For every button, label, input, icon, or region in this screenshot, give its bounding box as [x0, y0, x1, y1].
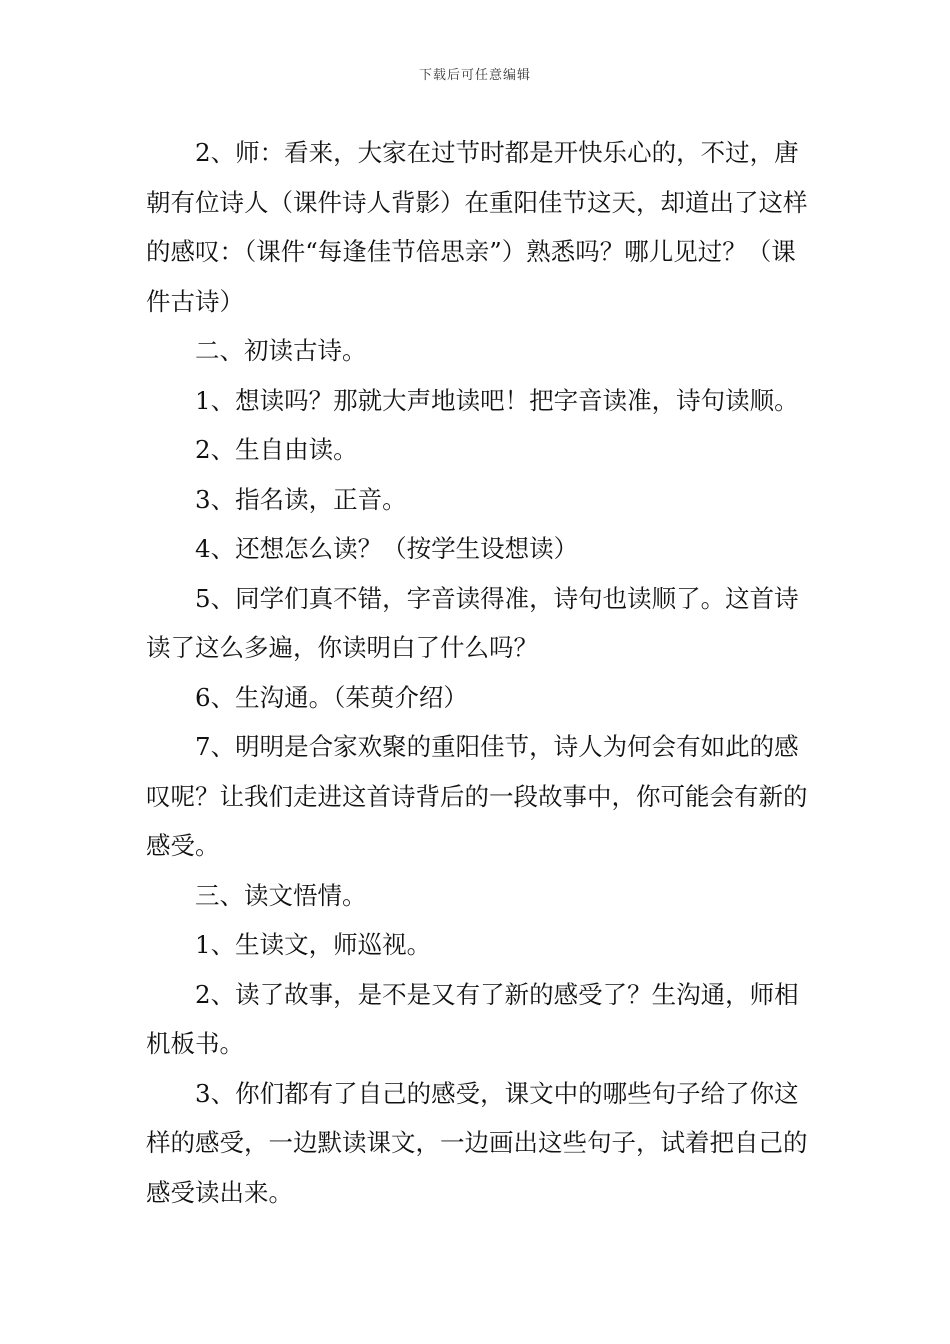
paragraph: 6、生沟通。（茱萸介绍） — [195, 682, 468, 712]
paragraph: 2、师：看来，大家在过节时都是开快乐心的，不过，唐朝有位诗人（课件诗人背影）在重阳佳节这天，却道出了这样的感叹：（课件“每逢佳节倍思亲”）熟悉吗？哪儿见过？（课件古诗） — [146, 138, 808, 316]
paragraph: 3、指名读，正音。 — [195, 484, 407, 514]
paragraph: 5、同学们真不错，字音读得准，诗句也读顺了。这首诗读了这么多遍，你读明白了什么吗？ — [146, 583, 799, 662]
document-body — [146, 128, 811, 1217]
page-header-note: 下载后可任意编辑 — [418, 68, 531, 83]
paragraph: 3、你们都有了自己的感受，课文中的哪些句子给了你这样的感受，一边默读课文，一边画出这些句子，试着把自己的感受读出来。 — [146, 1078, 808, 1207]
paragraph: 2、生自由读。 — [195, 435, 358, 464]
paragraph: 4、还想怎么读？（按学生设想读） — [195, 534, 579, 563]
paragraph: 1、想读吗？那就大声地读吧！把字音读准，诗句读顺。 — [195, 385, 799, 415]
paragraph: 1、生读文，师巡视。 — [195, 930, 432, 959]
section-heading: 三、读文悟情。 — [195, 880, 367, 910]
paragraph: 7、明明是合家欢聚的重阳佳节，诗人为何会有如此的感叹呢？让我们走进这首诗背后的一段故事中，你可能会有新的感受。 — [146, 732, 808, 860]
section-heading: 二、初读古诗。 — [195, 336, 367, 365]
paragraph: 2、读了故事，是不是又有了新的感受了？生沟通，师相机板书。 — [146, 979, 799, 1058]
